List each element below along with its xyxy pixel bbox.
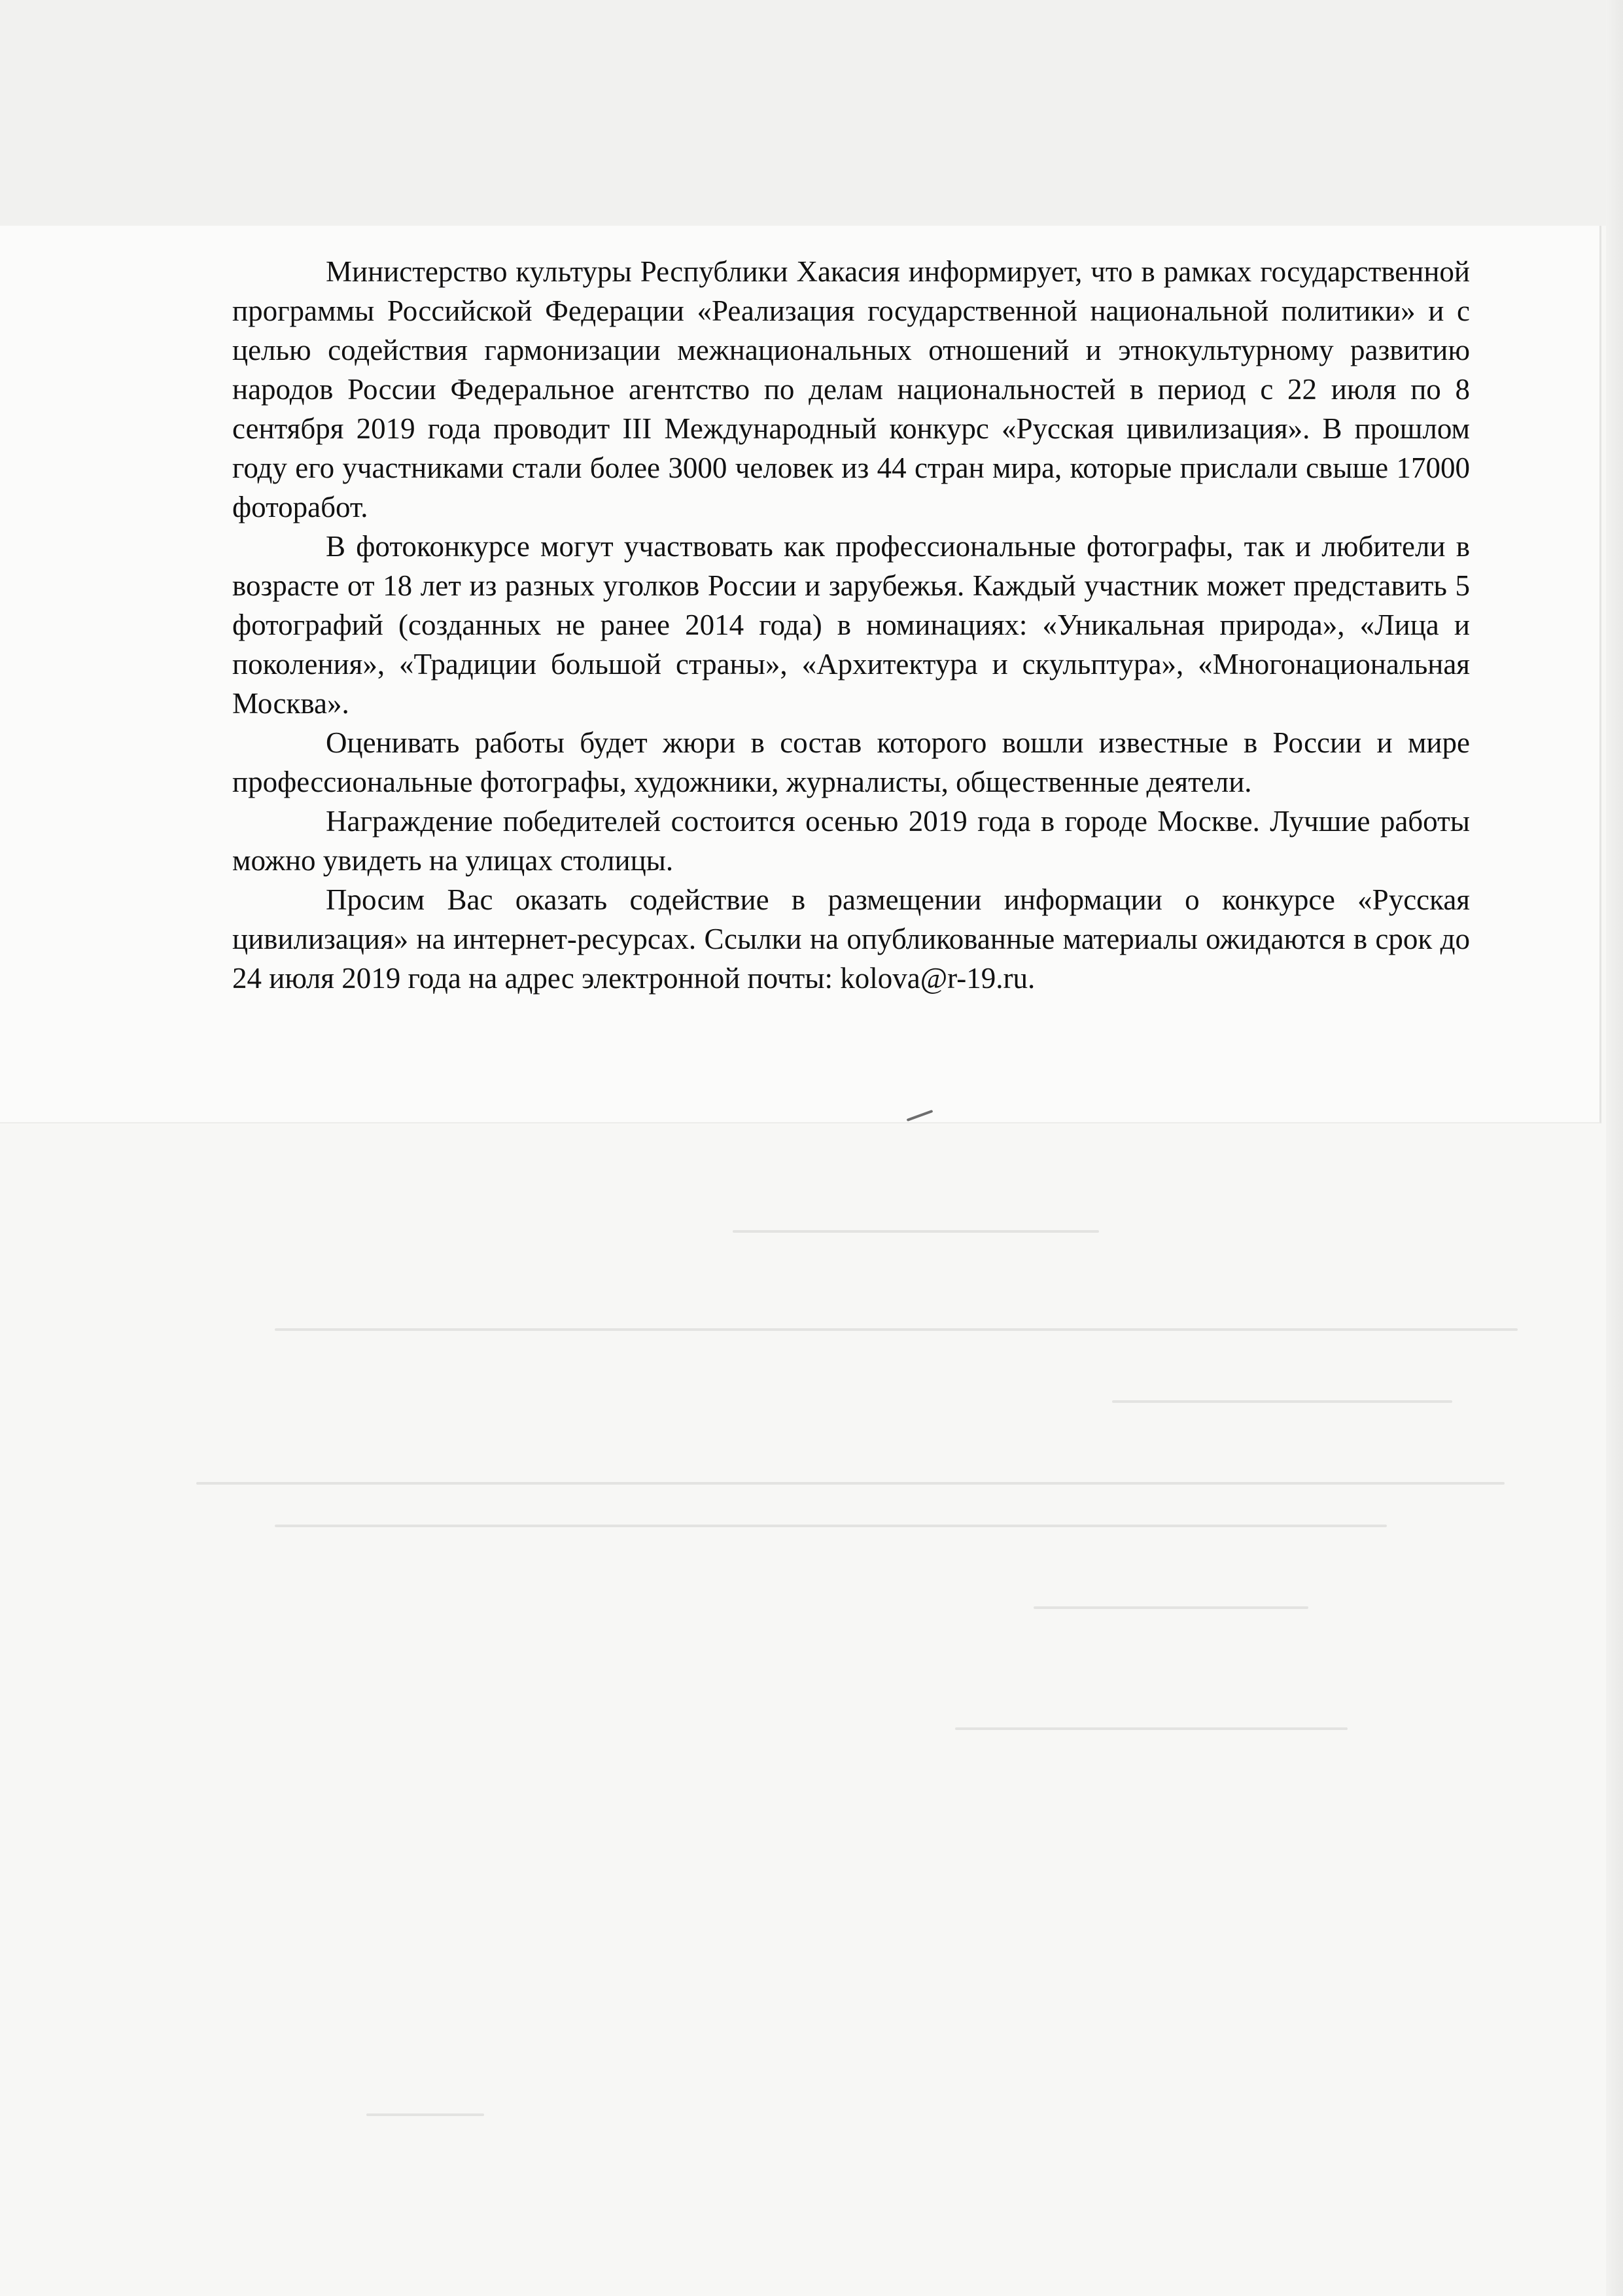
show-through-line [1112,1400,1452,1403]
paragraph-jury: Оценивать работы будет жюри в состав которого вошли известные в России и мире профессиональные фотографы, художники, журналисты, общественные деятели. [232,726,1470,798]
scan-right-edge [1606,0,1623,2296]
show-through-line [196,1482,1505,1485]
paragraph-awards: Награждение победителей состоится осенью 2019 года в городе Москве. Лучшие работы можно увидеть на улицах столицы. [232,805,1470,877]
paragraph-participation-terms: В фотоконкурсе могут участвовать как профессиональные фотографы, так и любители в возрасте от 18 лет из разных уголков России и зарубежья. Каждый участник может представить 5 фотографий (созданных не ранее 2014 года) в номинациях: «Уникальная природа», «Лица и поколения», «Традиции большой страны», «Архитектура и скульптура», «Многонациональная Москва». [232,530,1470,720]
paragraph-contest-announcement: Министерство культуры Республики Хакасия информирует, что в рамках государственной программы Российской Федерации «Реализация государственной национальной политики» и с целью содействия гармонизации межнациональных отношений и этнокультурному развитию народов России Федеральное агентство по делам национальностей в период с 22 июля по 8 сентября 2019 года проводит III Международный конкурс «Русская цивилизация». В прошлом году его участниками стали более 3000 человек из 44 стран мира, которые прислали свыше 17000 фоторабот. [232,255,1470,523]
show-through-line [1034,1606,1308,1609]
paragraph-request: Просим Вас оказать содействие в размещении информации о конкурсе «Русская цивилизация» на интернет-ресурсах. Ссылки на опубликованные материалы ожидаются в срок до 24 июля 2019 года на адрес электронной почты: kolova@r-19.ru. [232,883,1470,995]
scan-top-band [0,0,1623,226]
show-through-line [733,1230,1099,1233]
show-through-line [366,2113,484,2116]
letter-body [232,252,1470,998]
show-through-line [275,1328,1518,1331]
show-through-line [275,1525,1387,1527]
show-through-line [955,1727,1348,1730]
